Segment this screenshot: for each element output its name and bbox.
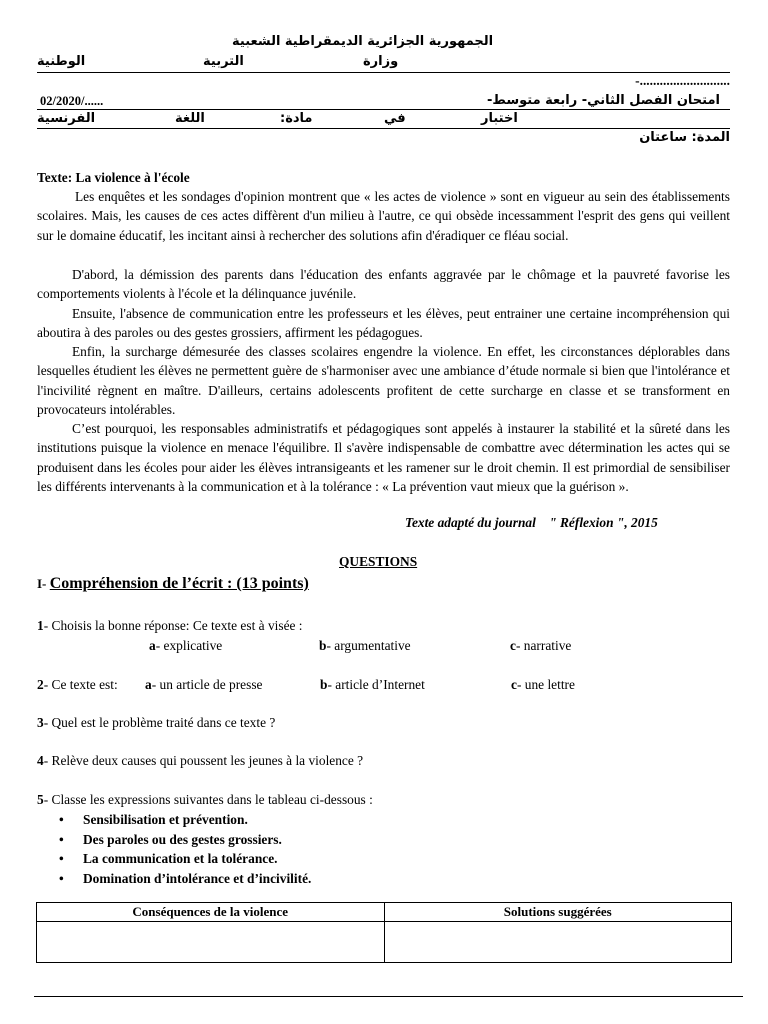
section-title: Compréhension de l’écrit : (13 points) [49, 575, 309, 592]
republic-title: الجمهورية الجزائرية الديمقراطية الشعبية [232, 34, 494, 49]
table-header-consequences: Conséquences de la violence [37, 903, 385, 922]
text-paragraph-4: Enfin, la surcharge démesurée des classes scolaires engendre la violence. En effet, les circonstances déplorables dans lesquelles étudient les élèves ne permettent guère de s'harmoniser avec une ambiance d’étude normale si bien que l'intolérance et l'incivilité règnent en maître. D'ailleurs, certains adolescents profitent de cette surcharge en classe et se transforment en provocateurs intolérables. [37, 344, 730, 418]
header-dots: -........................... [635, 73, 730, 88]
questions-heading: QUESTIONS [339, 554, 418, 569]
question-number: 1 [37, 618, 44, 633]
question-text: - Quel est le problème traité dans ce texte ? [43, 715, 276, 730]
table-row [37, 922, 732, 963]
test-word-1: اختبار [481, 111, 518, 126]
ministry-word-3: الوطنية [37, 54, 86, 69]
text-paragraph-2: D'abord, la démission des parents dans l'éducation des enfants aggravée par le chômage et la pauvreté favorise les comportements violents à l'école et la délinquance juvénile. [37, 267, 730, 302]
question-4 [37, 753, 363, 769]
test-word-5: الفرنسية [37, 111, 96, 126]
q2-option-c: c- une lettre [511, 677, 575, 692]
q2-option-a: a- un article de presse [145, 677, 263, 692]
exam-duration: المدة: ساعتان [639, 130, 730, 145]
test-word-4: اللغة [175, 111, 205, 126]
bullet-icon: • [59, 851, 64, 866]
classification-table [36, 902, 732, 963]
text-paragraph-5: C’est pourquoi, les responsables administratifs et pédagogiques sont appelés à instaurer la stabilité et la sûreté dans les institutions puisque la violence en menace l'équilibre. Il s'avère indispensable de combattre avec détermination les actes qui se produisent dans les écoles pour aider les élèves intransigeants et les ramener sur le droit chemin. Il est primordial de sensibiliser les différents intervenants à la communication et à la tolérance : « La prévention vaut mieux que la guérison ». [37, 421, 730, 495]
question-number: 4 [37, 753, 44, 768]
ministry-word-2: التربية [203, 54, 244, 69]
bullet-icon: • [59, 812, 64, 827]
table-header-solutions: Solutions suggérées [384, 903, 732, 922]
question-2 [37, 677, 118, 693]
ministry-word-1: وزارة [363, 54, 399, 69]
question-text: - Relève deux causes qui poussent les jeunes à la violence ? [43, 753, 364, 768]
list-item: • Domination d’intolérance et d’incivilité. [55, 869, 311, 889]
header-rule-2 [37, 109, 730, 110]
table-header-row [37, 903, 732, 922]
exam-date: 02/2020/...... [40, 94, 104, 108]
text-title: Texte: La violence à l'école [37, 170, 190, 185]
test-word-2: في [384, 111, 406, 126]
answer-cell-consequences[interactable] [37, 922, 385, 963]
exam-title: امتحان الفصل الثاني- رابعة متوسط- [487, 93, 720, 108]
question-5 [37, 792, 373, 808]
list-item: • Sensibilisation et prévention. [55, 810, 311, 830]
text-source: Texte adapté du journal " Réflexion ", 2015 [405, 515, 658, 530]
question-number: 3 [37, 715, 44, 730]
question-number: 5 [37, 792, 44, 807]
question-3 [37, 715, 275, 731]
expression-list [55, 810, 311, 888]
header-rule-3 [37, 128, 730, 129]
section-heading [37, 575, 309, 593]
footer-rule [34, 996, 743, 997]
question-text: - Classe les expressions suivantes dans le tableau ci-dessous : [43, 792, 373, 807]
question-text: - Ce texte est: [43, 677, 118, 692]
question-number: 2 [37, 677, 44, 692]
question-text: - Choisis la bonne réponse: Ce texte est à visée : [43, 618, 303, 633]
list-item: • Des paroles ou des gestes grossiers. [55, 830, 311, 850]
section-number: I- [37, 576, 47, 591]
bullet-icon: • [59, 831, 64, 847]
question-1 [37, 618, 303, 634]
list-item: • La communication et la tolérance. [55, 849, 311, 869]
text-paragraph-1: Les enquêtes et les sondages d'opinion montrent que « les actes de violence » sont en vigueur au sein des établissements scolaires. Mais, les causes de ces actes diffèrent d'un milieu à l'autre, ce qui obsède incessamment l'esprit des gens qui veillent sur le domaine éducatif, les incitant ainsi à rechercher des solutions afin d'éradiquer ce fléau social. [37, 189, 730, 243]
text-paragraph-3: Ensuite, l'absence de communication entre les professeurs et les élèves, peut entrainer une certaine incompréhension qui aboutira à des paroles ou des gestes grossiers, affirment les pédagogues. [37, 306, 730, 341]
bullet-icon: • [59, 870, 64, 886]
q1-option-a: a- explicative [149, 638, 223, 653]
q1-option-c: c- narrative [510, 638, 572, 653]
answer-cell-solutions[interactable] [384, 922, 732, 963]
header-rule-1 [37, 72, 730, 73]
test-word-3: مادة: [280, 111, 313, 126]
q1-option-b: b- argumentative [319, 638, 411, 653]
q2-option-b: b- article d’Internet [320, 677, 425, 692]
